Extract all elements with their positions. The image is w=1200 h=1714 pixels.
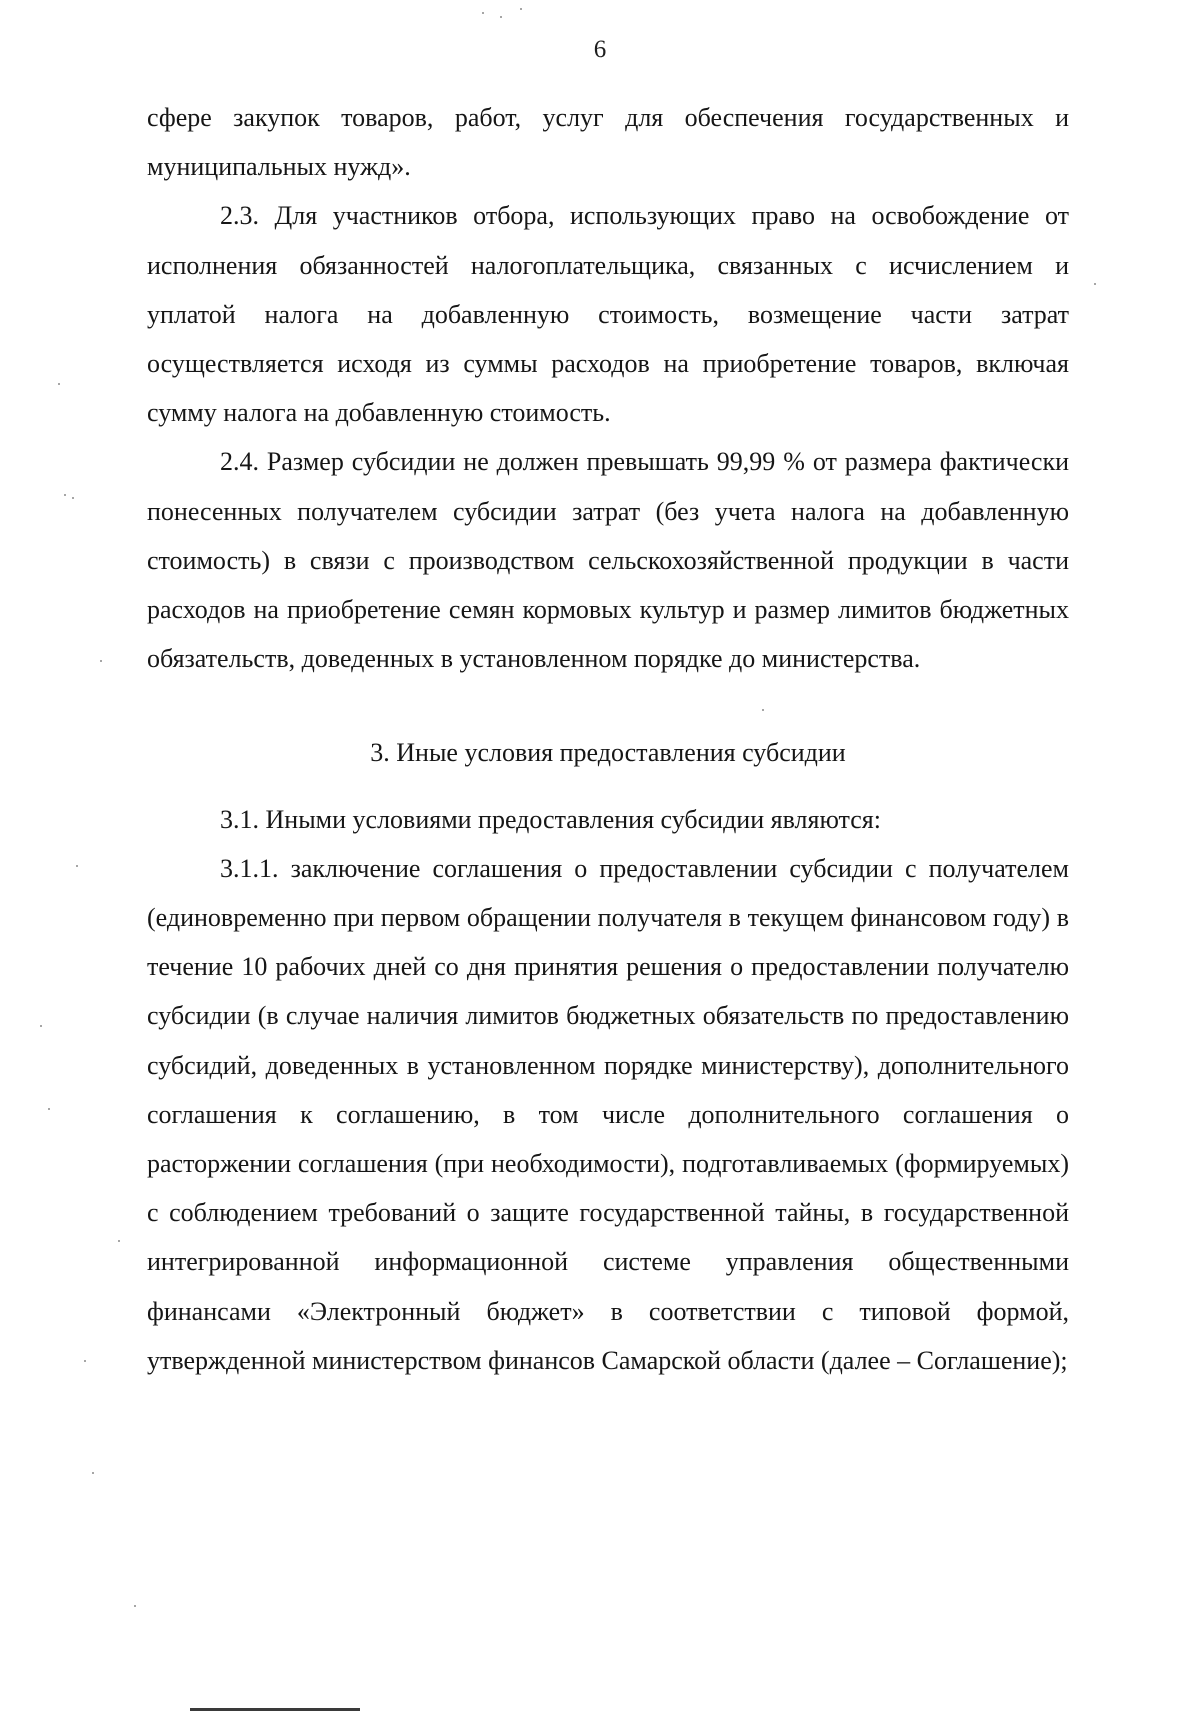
paragraph-2-3: 2.3. Для участников отбора, использующих право на освобождение от исполнения обязанностей налогоплательщика, связанных с исчислением и уплатой налога на добавленную стоимость, возмещение части затрат осуществляется исходя из суммы расходов на приобретение товаров, включая сумму налога на добавленную стоимость. (147, 201, 1069, 428)
paragraph-2-4: 2.4. Размер субсидии не должен превышать 99,99 % от размера фактически понесенных получателем субсидии затрат (без учета налога на добавленную стоимость) в связи с производством сельскохозяйственной продукции в части расходов на приобретение семян кормовых культур и размер лимитов бюджетных обязательств, доведенных в установленном порядке до министерства. (147, 447, 1069, 674)
document-body (147, 93, 1069, 1385)
scan-speck (64, 494, 66, 496)
paragraph-3-1-1: 3.1.1. заключение соглашения о предоставлении субсидии с получателем (единовременно при первом обращении получателя в текущем финансовом году) в течение 10 рабочих дней со дня принятия решения о предоставлении получателю субсидии (в случае наличия лимитов бюджетных обязательств по предоставлению субсидий, доведенных в установленном порядке министерству), дополнительного соглашения к соглашению, в том числе дополнительного соглашения о расторжении соглашения (при необходимости), подготавливаемых (формируемых) с соблюдением требований о защите государственной тайны, в государственной интегрированной информационной системе управления общественными финансами «Электронный бюджет» в соответствии с типовой формой, утвержденной министерством финансов Самарской области (далее – Соглашение); (147, 853, 1069, 1375)
scan-speck (58, 383, 60, 385)
scan-speck (1094, 283, 1096, 285)
scan-speck (500, 16, 502, 18)
scan-speck (84, 1360, 86, 1362)
scan-speck (48, 1108, 50, 1110)
scan-speck (76, 865, 78, 867)
scan-speck (72, 497, 74, 499)
section-3-heading: 3. Иные условия предоставления субсидии (370, 738, 846, 768)
page-number: 6 (593, 36, 607, 63)
scan-speck (118, 1240, 120, 1242)
scan-speck (134, 1605, 136, 1607)
scan-speck (100, 660, 102, 662)
scan-speck (520, 8, 522, 10)
scan-speck (40, 1025, 42, 1027)
scan-speck (762, 709, 764, 711)
scan-speck (92, 1472, 94, 1474)
bottom-edge-rule (190, 1708, 360, 1711)
paragraph-continuation: сфере закупок товаров, работ, услуг для обеспечения государственных и муниципальных нужд». (147, 103, 1069, 182)
paragraph-3-1: 3.1. Иными условиями предоставления субсидии являются: (220, 804, 881, 834)
scan-speck (482, 12, 484, 14)
